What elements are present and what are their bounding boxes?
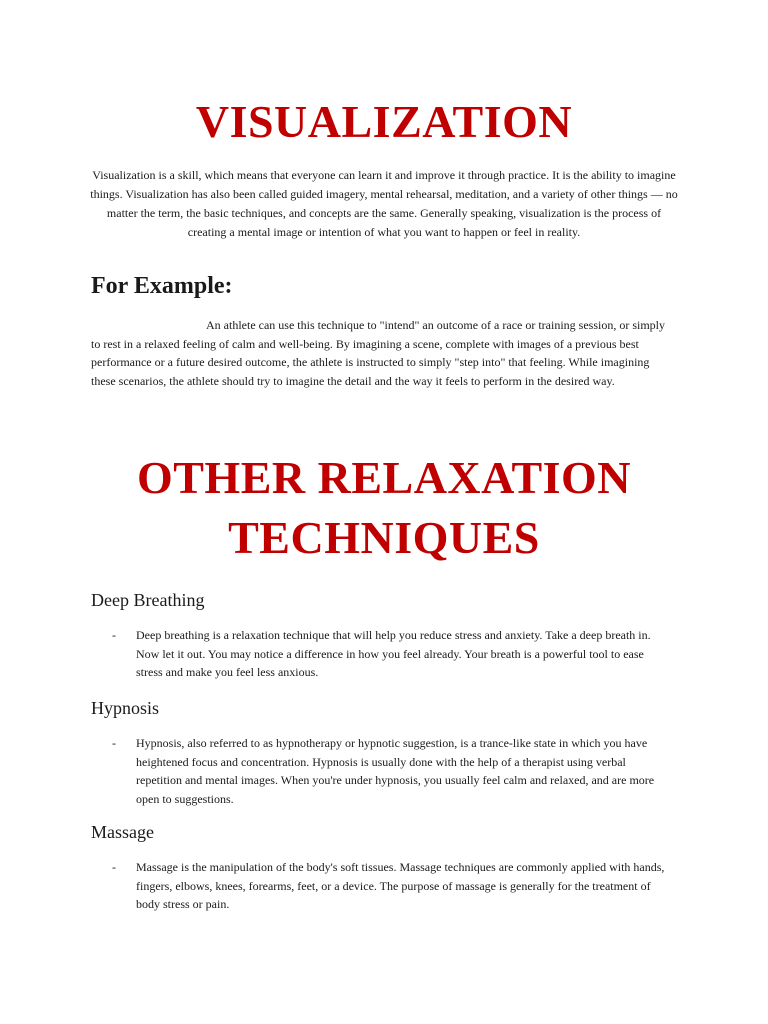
deep-breathing-text: Deep breathing is a relaxation technique that will help you reduce stress and anxiety. Take a deep breath in. Now let it out. You may notice a difference in how you feel already. Your breath is a powerful tool to ease stress and make you feel less anxious. [136, 628, 651, 679]
for-example-heading: For Example: [91, 273, 233, 299]
deep-breathing-list-item [112, 626, 672, 682]
visualization-intro-paragraph: Visualization is a skill, which means that everyone can learn it and improve it through practice. It is the ability to imagine things. Visualization has also been called guided imagery, mental rehearsal, meditation, and a variety of other things — no matter the term, the basic techniques, and concepts are the same. Generally speaking, visualization is the process of creating a mental image or intention of what you want to happen or feel in reality. [90, 168, 678, 239]
dash-bullet: - [112, 628, 116, 642]
massage-list-item [112, 858, 672, 914]
deep-breathing-heading: Deep Breathing [91, 590, 205, 610]
dash-bullet: - [112, 736, 116, 750]
hypnosis-heading: Hypnosis [91, 698, 160, 718]
hypnosis-text: Hypnosis, also referred to as hypnotherapy or hypnotic suggestion, is a trance-like state in which you have heightened focus and concentration. Hypnosis is usually done with the help of a therapist using verbal repetition and mental images. When you're under hypnosis, you usually feel calm and relaxed, and are more open to suggestions. [136, 736, 655, 806]
other-relaxation-techniques-title: OTHER RELAXATION TECHNIQUES [136, 452, 632, 563]
massage-text: Massage is the manipulation of the body's soft tissues. Massage techniques are commonly applied with hands, fingers, elbows, knees, forearms, feet, or a device. The purpose of massage is generally for the treatment of body stress or pain. [136, 860, 665, 911]
hypnosis-list-item [112, 734, 672, 808]
visualization-title: VISUALIZATION [195, 96, 573, 147]
dash-bullet: - [112, 860, 116, 874]
massage-heading: Massage [91, 822, 154, 842]
example-paragraph: An athlete can use this technique to "intend" an outcome of a race or training session, or simply to rest in a relaxed feeling of calm and well-being. By imagining a scene, complete with images of a previous best performance or a future desired outcome, the athlete is instructed to simply "step into" that feeling. While imagining these scenarios, the athlete should try to imagine the detail and the way it feels to perform in the desired way. [91, 318, 666, 388]
